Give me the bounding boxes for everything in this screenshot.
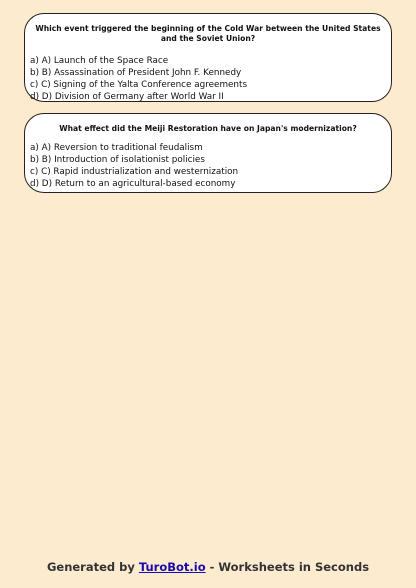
answer-option-d: d) D) Division of Germany after World War II	[30, 92, 224, 102]
answer-options	[25, 142, 391, 190]
answer-option-a: a) A) Reversion to traditional feudalism	[30, 143, 203, 153]
question-text: What effect did the Meiji Restoration have on Japan's modernization?	[59, 124, 357, 133]
answer-option-d: d) D) Return to an agricultural-based economy	[30, 179, 236, 189]
answer-option-b: b) B) Introduction of isolationist policies	[30, 155, 205, 165]
turobot-link[interactable]: TuroBot.io	[138, 560, 206, 574]
answer-option-b: b) B) Assassination of President John F. Kennedy	[30, 68, 242, 78]
answer-option-c: c) C) Signing of the Yalta Conference agreements	[30, 80, 248, 90]
answer-option-a: a) A) Launch of the Space Race	[30, 56, 169, 66]
question-card-1	[24, 13, 392, 102]
footer-prefix: Generated by	[46, 560, 139, 574]
footer-suffix: - Worksheets in Seconds	[205, 560, 370, 574]
question-card-2	[24, 113, 392, 193]
answer-options	[25, 55, 391, 103]
footer	[0, 560, 416, 574]
question-text: Which event triggered the beginning of the Cold War between the United States and the Soviet Union?	[35, 24, 381, 43]
answer-option-c: c) C) Rapid industrialization and westernization	[30, 167, 239, 177]
